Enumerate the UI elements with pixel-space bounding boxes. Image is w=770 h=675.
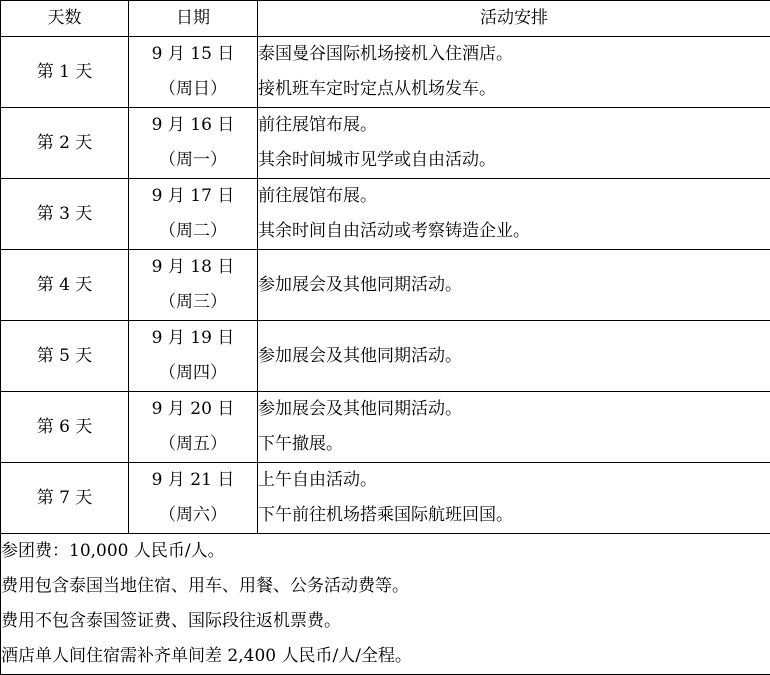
header-date: 日期 bbox=[129, 1, 258, 37]
weekday-text: （周一） bbox=[129, 143, 257, 178]
activity-line: 上午自由活动。 bbox=[258, 463, 770, 498]
date-cell bbox=[129, 392, 258, 463]
weekday-text: （周五） bbox=[129, 427, 257, 462]
activity-cell bbox=[258, 392, 770, 463]
day-cell: 第 1 天 bbox=[1, 37, 129, 108]
itinerary-row bbox=[1, 250, 770, 321]
date-text: 9 月 15 日 bbox=[129, 37, 257, 72]
header-activity: 活动安排 bbox=[258, 1, 770, 37]
itinerary-row bbox=[1, 179, 770, 250]
note-single-room: 酒店单人间住宿需补齐单间差 2,400 人民币/人/全程。 bbox=[1, 639, 770, 674]
activity-line: 下午撤展。 bbox=[258, 427, 770, 462]
header-row bbox=[1, 1, 770, 37]
weekday-text: （周二） bbox=[129, 214, 257, 249]
activity-line: 其余时间自由活动或考察铸造企业。 bbox=[258, 214, 770, 249]
day-cell: 第 2 天 bbox=[1, 108, 129, 179]
day-cell: 第 7 天 bbox=[1, 463, 129, 534]
notes-cell bbox=[1, 534, 770, 675]
activity-cell bbox=[258, 108, 770, 179]
activity-cell bbox=[258, 463, 770, 534]
note-excluded: 费用不包含泰国签证费、国际段往返机票费。 bbox=[1, 604, 770, 639]
weekday-text: （周四） bbox=[129, 356, 257, 391]
activity-cell bbox=[258, 321, 770, 392]
date-cell bbox=[129, 463, 258, 534]
activity-line: 泰国曼谷国际机场接机入住酒店。 bbox=[258, 37, 770, 72]
activity-cell bbox=[258, 250, 770, 321]
activity-line: 前往展馆布展。 bbox=[258, 179, 770, 214]
activity-line: 其余时间城市见学或自由活动。 bbox=[258, 143, 770, 178]
date-text: 9 月 20 日 bbox=[129, 392, 257, 427]
activity-cell bbox=[258, 37, 770, 108]
date-text: 9 月 16 日 bbox=[129, 108, 257, 143]
weekday-text: （周日） bbox=[129, 72, 257, 107]
date-cell bbox=[129, 37, 258, 108]
activity-line: 参加展会及其他同期活动。 bbox=[258, 339, 770, 374]
itinerary-row bbox=[1, 321, 770, 392]
day-cell: 第 3 天 bbox=[1, 179, 129, 250]
day-cell: 第 5 天 bbox=[1, 321, 129, 392]
activity-line: 下午前往机场搭乘国际航班回国。 bbox=[258, 498, 770, 533]
itinerary-row bbox=[1, 463, 770, 534]
day-cell: 第 6 天 bbox=[1, 392, 129, 463]
weekday-text: （周三） bbox=[129, 285, 257, 320]
note-fee: 参团费：10,000 人民币/人。 bbox=[1, 534, 770, 569]
date-cell bbox=[129, 250, 258, 321]
activity-line: 参加展会及其他同期活动。 bbox=[258, 268, 770, 303]
activity-line: 接机班车定时定点从机场发车。 bbox=[258, 72, 770, 107]
date-text: 9 月 19 日 bbox=[129, 321, 257, 356]
day-cell: 第 4 天 bbox=[1, 250, 129, 321]
date-text: 9 月 18 日 bbox=[129, 250, 257, 285]
date-cell bbox=[129, 321, 258, 392]
activity-cell bbox=[258, 179, 770, 250]
weekday-text: （周六） bbox=[129, 498, 257, 533]
date-cell bbox=[129, 179, 258, 250]
date-text: 9 月 17 日 bbox=[129, 179, 257, 214]
header-day: 天数 bbox=[1, 1, 129, 37]
date-cell bbox=[129, 108, 258, 179]
note-included: 费用包含泰国当地住宿、用车、用餐、公务活动费等。 bbox=[1, 569, 770, 604]
activity-line: 参加展会及其他同期活动。 bbox=[258, 392, 770, 427]
date-text: 9 月 21 日 bbox=[129, 463, 257, 498]
itinerary-row bbox=[1, 37, 770, 108]
itinerary-row bbox=[1, 108, 770, 179]
notes-row bbox=[1, 534, 770, 675]
itinerary-row bbox=[1, 392, 770, 463]
activity-line: 前往展馆布展。 bbox=[258, 108, 770, 143]
